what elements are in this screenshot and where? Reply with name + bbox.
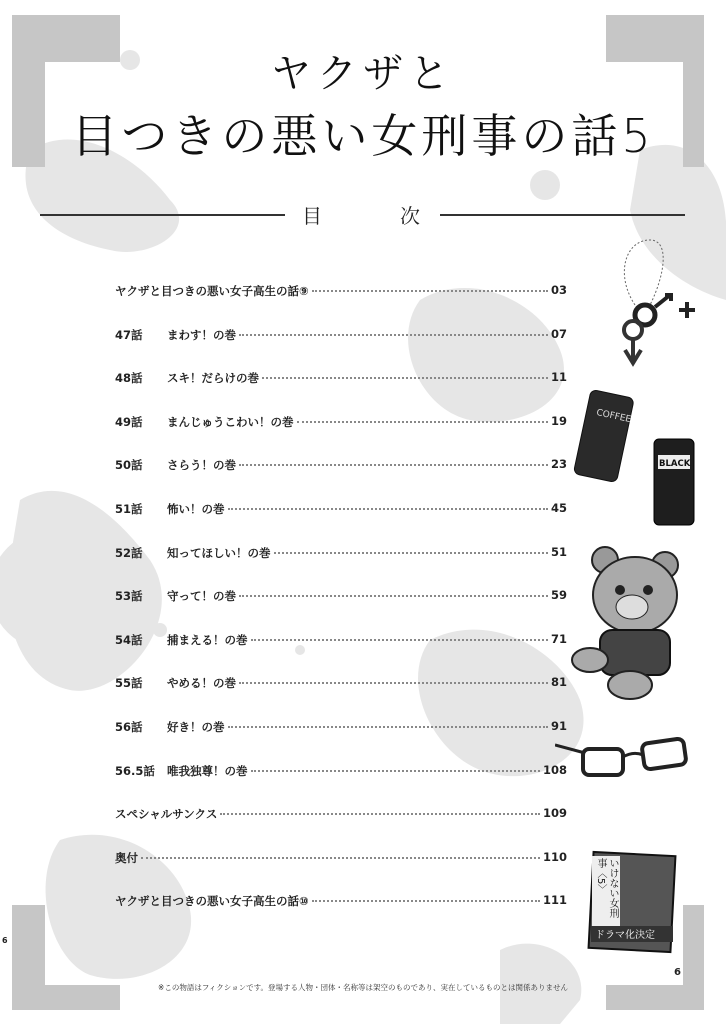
page-number-left: 6 xyxy=(2,936,8,945)
toc-entry xyxy=(115,457,567,501)
chapter-title: やめる！の巻 xyxy=(167,676,236,691)
page-ref: 11 xyxy=(550,370,567,385)
toc-entry xyxy=(115,632,567,676)
gender-symbol-keychain-illustration xyxy=(605,235,695,375)
book-title-line2: 目つきの悪い女刑事の話5 xyxy=(71,109,655,163)
leader-dots xyxy=(239,588,548,597)
leader-dots xyxy=(312,283,548,292)
toc-entry xyxy=(115,763,567,807)
toc-entry xyxy=(115,370,567,414)
book-title-line1: ヤクザと xyxy=(271,51,455,97)
leader-dots xyxy=(274,545,548,554)
toc-entry xyxy=(115,283,567,327)
glasses-illustration xyxy=(555,735,695,785)
chapter-number: 50話 xyxy=(115,458,143,473)
leader-dots xyxy=(220,806,540,815)
toc-entry xyxy=(115,545,567,589)
chapter-number: 54話 xyxy=(115,632,143,647)
page-ref: 110 xyxy=(542,849,567,864)
page-ref: 71 xyxy=(550,631,567,646)
toc-entry xyxy=(115,850,567,894)
chapter-title: 奥付 xyxy=(115,850,138,865)
toc-entry xyxy=(115,675,567,719)
toc-entry xyxy=(115,893,567,937)
toc-heading-char2: 次 xyxy=(400,204,420,228)
leader-dots xyxy=(239,675,548,684)
toc-heading-char1: 目 xyxy=(302,204,322,228)
leader-dots xyxy=(251,763,540,772)
teddy-bear-illustration xyxy=(570,545,690,705)
chapter-title: ヤクザと目つきの悪い女子高生の話⑨ xyxy=(115,284,309,298)
toc-entry xyxy=(115,806,567,850)
chapter-number: 52話 xyxy=(115,545,143,560)
page-ref: 45 xyxy=(550,500,567,515)
chapter-number: 53話 xyxy=(115,589,143,604)
chapter-number: 47話 xyxy=(115,327,143,342)
manga-volume-title: いけない女刑事〈5〉 xyxy=(592,856,620,926)
chapter-title: 捕まえる！の巻 xyxy=(167,632,248,647)
leader-dots xyxy=(251,632,548,641)
chapter-title: 知ってほしい！の巻 xyxy=(167,545,271,560)
toc-entry xyxy=(115,414,567,458)
toc-entry xyxy=(115,327,567,371)
divider-left xyxy=(40,214,285,216)
chapter-title: 守って！の巻 xyxy=(167,589,236,604)
table-of-contents xyxy=(115,283,567,937)
leader-dots xyxy=(228,501,548,510)
chapter-title: スキ！だらけの巻 xyxy=(167,371,259,386)
page-ref: 109 xyxy=(542,806,567,821)
leader-dots xyxy=(297,414,548,423)
leader-dots xyxy=(262,370,548,379)
page-ref: 59 xyxy=(550,588,567,603)
toc-entry xyxy=(115,501,567,545)
chapter-title: さらう！の巻 xyxy=(167,458,236,473)
fiction-disclaimer: ※この物語はフィクションです。登場する人物・団体・名称等は架空のものであり、実在しているものとは関係ありません xyxy=(158,983,568,992)
chapter-number: 56.5話 xyxy=(115,763,155,778)
black-coffee-can-illustration xyxy=(650,435,700,530)
chapter-title: スペシャルサンクス xyxy=(115,807,218,822)
chapter-title: 唯我独尊！の巻 xyxy=(167,763,248,778)
chapter-number: 55話 xyxy=(115,676,143,691)
page-ref: 111 xyxy=(542,893,567,908)
page-ref: 07 xyxy=(550,326,567,341)
leader-dots xyxy=(239,457,548,466)
divider-right xyxy=(440,214,685,216)
leader-dots xyxy=(228,719,548,728)
toc-heading xyxy=(40,200,685,230)
page-ref: 91 xyxy=(550,718,567,733)
chapter-title: まわす！の巻 xyxy=(167,327,236,342)
page-ref: 19 xyxy=(550,413,567,428)
chapter-title: 好き！の巻 xyxy=(167,719,225,734)
page-ref: 03 xyxy=(550,283,567,297)
chapter-title: ヤクザと目つきの悪い女子高生の話⑩ xyxy=(115,894,309,909)
leader-dots xyxy=(239,327,548,336)
black-can-label: BLACK xyxy=(659,459,691,469)
page-ref: 51 xyxy=(550,544,567,559)
page-ref: 23 xyxy=(550,457,567,472)
chapter-title: まんじゅうこわい！の巻 xyxy=(167,414,294,429)
leader-dots xyxy=(312,893,540,902)
toc-entry xyxy=(115,588,567,632)
page-ref: 108 xyxy=(542,762,567,777)
coffee-can-label: COFFEE xyxy=(595,408,632,426)
page-ref: 81 xyxy=(550,675,567,690)
leader-dots xyxy=(141,850,540,859)
chapter-number: 56話 xyxy=(115,719,143,734)
chapter-number: 48話 xyxy=(115,371,143,386)
coffee-can-illustration xyxy=(570,385,640,485)
chapter-number: 49話 xyxy=(115,414,143,429)
manga-volume-band: ドラマ化決定 xyxy=(595,930,655,941)
page-number: 6 xyxy=(674,967,681,978)
chapter-number: 51話 xyxy=(115,501,143,516)
toc-entry xyxy=(115,719,567,763)
chapter-title: 怖い！の巻 xyxy=(167,501,225,516)
